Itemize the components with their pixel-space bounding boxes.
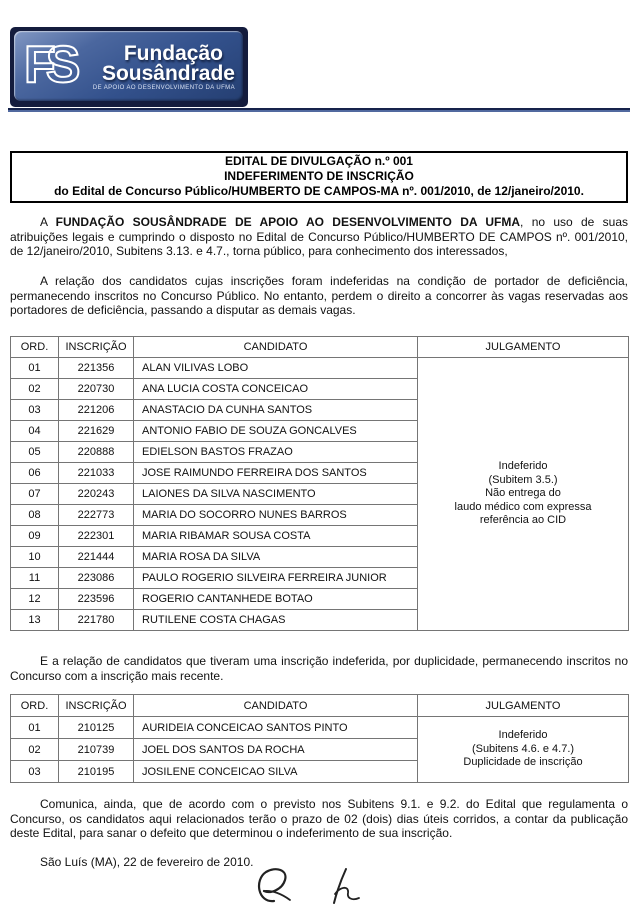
- paragraph-prazo-text: Comunica, ainda, que de acordo com o previsto nos Subitens 9.1. e 9.2. do Edital que regulamenta o Concurso, os candidatos aqui relacionados terão o prazo de 02 (dois) dias úteis corridos, a contar da publicação deste Edital, para sanar o defeito que determinou o indeferimento de sua inscrição.: [10, 797, 628, 841]
- col-header-candidato: CANDIDATO: [134, 695, 418, 717]
- table-row: 04 221629 ANTONIO FABIO DE SOUZA GONCALVES: [11, 421, 629, 442]
- paragraph-prazo: [10, 797, 628, 841]
- intro-prefix: A: [40, 215, 56, 229]
- org-name-line2: Sousândrade: [101, 61, 235, 85]
- col-header-julgamento: JULGAMENTO: [418, 695, 629, 717]
- fs-monogram-icon: FS: [24, 36, 71, 94]
- org-name-line1: Fundação: [123, 41, 223, 65]
- table-row: 05 220888 EDIELSON BASTOS FRAZAO: [11, 442, 629, 463]
- org-name-bold: FUNDAÇÃO SOUSÂNDRADE DE APOIO AO DESENVOLVIMENTO DA UFMA: [55, 215, 521, 229]
- table-row: 03 210195 JOSILENE CONCEICAO SILVA: [11, 761, 629, 783]
- org-logo-panel: [14, 31, 243, 101]
- edital-title-line1: EDITAL DE DIVULGAÇÃO n.º 001: [225, 154, 413, 168]
- table-row: 03 221206 ANASTACIO DA CUNHA SANTOS: [11, 400, 629, 421]
- paragraph-deficiencia-text: A relação dos candidatos cujas inscrições foram indeferidas na condição de portador de deficiência, permanecendo inscritos no Concurso Público. No entanto, perdem o direito a concorrer às vagas reservadas aos portadores de deficiência, passando a disputar as demais vagas.: [10, 274, 628, 318]
- table-indeferidos-duplicidade: [10, 694, 629, 783]
- table-indeferidos-deficiencia: [10, 336, 629, 631]
- table-header-row: [11, 695, 629, 717]
- edital-title-line2: INDEFERIMENTO DE INSCRIÇÃO: [224, 169, 414, 183]
- col-header-candidato: CANDIDATO: [134, 337, 418, 358]
- edital-title-line3: do Edital de Concurso Público/HUMBERTO DE CAMPOS-MA nº. 001/2010, de 12/janeiro/2010.: [54, 184, 584, 198]
- col-header-ord: ORD.: [11, 695, 59, 717]
- table-row: 02 220730 ANA LUCIA COSTA CONCEICAO: [11, 379, 629, 400]
- table-row: 13 221780 RUTILENE COSTA CHAGAS: [11, 610, 629, 631]
- org-logo-text: [70, 41, 243, 91]
- col-header-inscricao: INSCRIÇÃO: [59, 337, 134, 358]
- table-row: 01 210125 AURIDEIA CONCEICAO SANTOS PINTO Indeferido (Subitens 4.6. e 4.7.) Duplicidade de inscrição: [11, 717, 629, 739]
- handwritten-signature-icon: [238, 864, 408, 909]
- paragraph-duplicidade: [10, 654, 628, 683]
- table-row: 09 222301 MARIA RIBAMAR SOUSA COSTA: [11, 526, 629, 547]
- table-row: 11 223086 PAULO ROGERIO SILVEIRA FERREIRA JUNIOR: [11, 568, 629, 589]
- julgamento-merged-cell: Indeferido (Subitens 4.6. e 4.7.) Duplicidade de inscrição: [418, 717, 629, 783]
- org-tagline: DE APOIO AO DESENVOLVIMENTO DA UFMA: [92, 84, 235, 91]
- col-header-inscricao: INSCRIÇÃO: [59, 695, 134, 717]
- header-divider: [8, 108, 630, 112]
- table-header-row: [11, 337, 629, 358]
- intro-rest: , no uso de suas atribuições legais e cumprindo o disposto no Edital de Concurso Público/HUMBERTO DE CAMPOS nº. 001/2010, de 12/janeiro/2010, Subitens 3.13. e 4.7., torna público, para conhecimento dos interessados,: [10, 215, 628, 259]
- table-row: 01 221356 ALAN VILIVAS LOBO Indeferido (Subitem 3.5.) Não entrega do laudo médico com expressa referência ao CID: [11, 358, 629, 379]
- edital-title-box: [10, 151, 628, 203]
- org-logo: [10, 27, 248, 107]
- table-row: 12 223596 ROGERIO CANTANHEDE BOTAO: [11, 589, 629, 610]
- julgamento-merged-cell: Indeferido (Subitem 3.5.) Não entrega do laudo médico com expressa referência ao CID: [418, 358, 629, 631]
- col-header-julgamento: JULGAMENTO: [418, 337, 629, 358]
- table-row: 06 221033 JOSE RAIMUNDO FERREIRA DOS SANTOS: [11, 463, 629, 484]
- paragraph-duplicidade-text: E a relação de candidatos que tiveram uma inscrição indeferida, por duplicidade, permanecendo inscritos no Concurso com a inscrição mais recente.: [10, 654, 628, 683]
- table-row: 10 221444 MARIA ROSA DA SILVA: [11, 547, 629, 568]
- table-row: 08 222773 MARIA DO SOCORRO NUNES BARROS: [11, 505, 629, 526]
- date-line-text: São Luís (MA), 22 de fevereiro de 2010.: [40, 855, 254, 869]
- col-header-ord: ORD.: [11, 337, 59, 358]
- paragraph-deficiencia: [10, 274, 628, 318]
- paragraph-intro: [10, 215, 628, 259]
- table-row: 02 210739 JOEL DOS SANTOS DA ROCHA: [11, 739, 629, 761]
- table-row: 07 220243 LAIONES DA SILVA NASCIMENTO: [11, 484, 629, 505]
